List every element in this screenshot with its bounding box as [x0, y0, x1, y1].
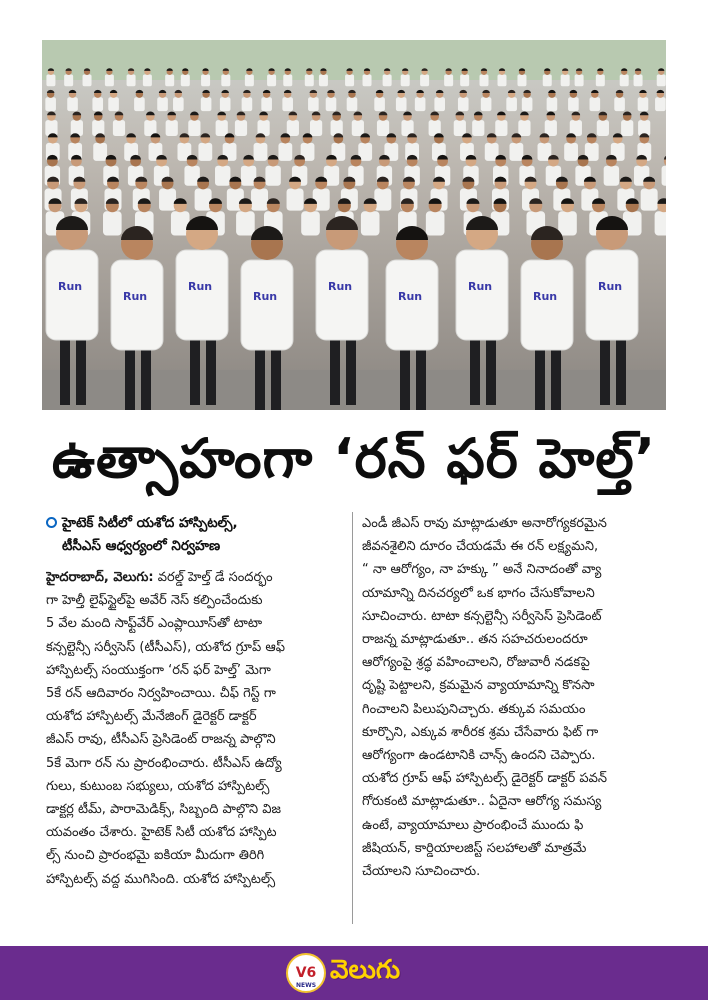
runner-shirt — [377, 120, 389, 136]
runner-hair — [284, 90, 291, 93]
article-line: కన్సల్టెన్సీ సర్వీసెస్ (టీసీఎస్), యశోద గ్రూప్ ఆఫ్ — [46, 639, 285, 655]
runner-hair — [639, 90, 646, 93]
runner-shirt — [558, 211, 577, 235]
article-line: హాస్పిటల్స్ సంయుక్తంగా ‘రన్ ఫర్ హెల్త్’ మెగా — [46, 662, 271, 678]
runner-shirt — [420, 75, 429, 87]
news-photo — [42, 40, 666, 410]
runner-shirt — [254, 143, 268, 161]
runner-shirt — [92, 97, 103, 111]
runner-shirt — [251, 189, 268, 211]
article-line: యశోద గ్రూప్ ఆఫ్ హాస్పిటల్స్ డైరెక్టర్ డాక్టర్ పవన్ — [362, 771, 607, 787]
runner-shirt — [518, 120, 530, 136]
runner-shirt — [426, 211, 445, 235]
article-line: డాక్టర్ల టీమ్, పారామెడిక్స్, సిబ్బంది పాల్గొని విజ — [46, 802, 282, 818]
runner-shirt — [113, 120, 125, 136]
runner-hair — [94, 90, 101, 93]
runner-shirt — [547, 97, 558, 111]
runner-hair — [312, 112, 321, 116]
runner-hair — [243, 90, 250, 93]
runner-shirt — [655, 97, 666, 111]
shirt-logo: Run — [253, 290, 278, 303]
runner-shirt — [245, 75, 254, 87]
runner-hair — [348, 90, 355, 93]
runner-shirt — [235, 120, 247, 136]
runner-shirt — [166, 120, 178, 136]
runner-shirt — [310, 120, 322, 136]
runner-leg — [535, 345, 545, 410]
runner-shirt — [176, 250, 228, 340]
runner-hair — [69, 90, 76, 93]
article-line: “ నా ఆరోగ్యం, నా హక్కు ” అనే నినాదంతో వ్యా — [362, 562, 602, 578]
runner-shirt — [456, 250, 508, 340]
background-trees — [42, 40, 666, 80]
article-line: జీషియన్, కార్డియాలజిస్ట్ సలహాలతో మాత్రమే — [362, 840, 587, 856]
runner-leg — [76, 335, 86, 405]
article-line: ఎండీ జీఎస్ రావు మాట్లాడుతూ అనారోగ్యకరమైన — [362, 516, 607, 531]
runner-shirt — [241, 260, 293, 350]
runner-shirt — [198, 143, 212, 161]
runner-shirt — [497, 75, 506, 87]
runner-shirt — [215, 166, 230, 186]
runner-shirt — [604, 166, 619, 186]
runner-leg — [486, 335, 496, 405]
article-line: 5కే రన్ ఆదివారం నిర్వహించాయి. చీఫ్ గెస్ట్ గా — [46, 686, 276, 702]
runner-hair — [403, 112, 412, 116]
runner-shirt — [221, 75, 230, 87]
runner-hair — [167, 112, 176, 116]
runner-hair — [456, 112, 465, 116]
runner-shirt — [143, 75, 152, 87]
runner-hair — [376, 90, 383, 93]
runner-hair — [613, 133, 623, 137]
runner-shirt — [472, 120, 484, 136]
runner-shirt — [64, 75, 73, 87]
runner-hair — [591, 90, 598, 93]
article-line: జీవనశైలిని దూరం చేయడమే ఈ రన్ లక్ష్యమని, — [362, 539, 599, 555]
article-line: 5కే మెగా రన్ ను ప్రారంభించారు. టీసీఎస్ ఉద్యో — [46, 755, 282, 771]
runner-hair — [623, 112, 632, 116]
shirt-logo: Run — [328, 280, 353, 293]
runner-hair — [267, 198, 280, 204]
article-line: యామాన్ని దినచర్యలో ఒక భాగం చేసుకోవాలని — [362, 585, 595, 601]
runner-shirt — [305, 75, 314, 87]
runner-shirt — [188, 120, 200, 136]
runner-shirt — [308, 97, 319, 111]
runner-shirt — [561, 75, 570, 87]
shirt-logo: Run — [58, 280, 83, 293]
runner-hair — [310, 90, 317, 93]
runner-hair — [570, 90, 577, 93]
runner-shirt — [383, 75, 392, 87]
runner-hair — [217, 112, 226, 116]
logo-small-text: NEWS — [295, 982, 317, 989]
runner-shirt — [111, 260, 163, 350]
runner-leg — [206, 335, 216, 405]
runner-shirt — [634, 75, 643, 87]
runner-leg — [551, 345, 561, 410]
runner-hair — [620, 177, 632, 182]
dateline: హైదరాబాద్, వెలుగు: — [46, 570, 154, 585]
subheadline-line: టీసీఎస్ ఆధ్వర్యంలో నిర్వహణ — [62, 538, 221, 554]
article-line: ల్స్ నుంచి ప్రారంభమై ఐకియా మీదుగా తిరిగి — [46, 848, 265, 864]
runner-shirt — [374, 189, 391, 211]
runner-shirt — [105, 75, 114, 87]
runner-hair — [136, 90, 143, 93]
runner-hair — [587, 133, 597, 137]
runner-shirt — [326, 97, 337, 111]
runner-shirt — [236, 211, 255, 235]
runner-leg — [416, 345, 426, 410]
runner-shirt — [522, 97, 533, 111]
runner-shirt — [568, 97, 579, 111]
runner-shirt — [590, 97, 601, 111]
runner-shirt — [386, 260, 438, 350]
velugu-logo[interactable] — [286, 951, 400, 995]
runner-shirt — [345, 75, 354, 87]
runner-leg — [271, 345, 281, 410]
runner-shirt — [108, 97, 119, 111]
runner-shirt — [287, 189, 304, 211]
runner-shirt — [201, 75, 210, 87]
runner-shirt — [458, 97, 469, 111]
runner-hair — [289, 112, 298, 116]
runner-shirt — [134, 97, 145, 111]
runner-shirt — [620, 75, 629, 87]
runner-leg — [125, 345, 135, 410]
runner-hair — [664, 155, 666, 160]
article-line: ఆరోగ్యంగా ఉండటానికి చాన్స్ ఉందని చెప్పారు. — [362, 748, 596, 764]
runner-shirt — [46, 75, 55, 87]
runner-shirt — [287, 120, 299, 136]
runner-shirt — [506, 97, 517, 111]
article-line-text: వరల్డ్ హెల్త్ డే సందర్భం — [157, 570, 273, 585]
runner-shirt — [347, 97, 358, 111]
runner-leg — [400, 345, 410, 410]
article-line — [46, 566, 344, 589]
runner-shirt — [662, 166, 666, 186]
runner-hair — [159, 90, 166, 93]
runner-shirt — [283, 75, 292, 87]
shirt-logo: Run — [468, 280, 493, 293]
runner-shirt — [586, 250, 638, 340]
runner-shirt — [545, 120, 557, 136]
article-line: గులు, కుటుంబ సభ్యులు, యశోద హాస్పిటల్స్ — [46, 778, 270, 794]
runner-shirt — [641, 189, 658, 211]
runner-hair — [616, 90, 623, 93]
runner-hair — [175, 90, 182, 93]
runner-leg — [600, 335, 610, 405]
runner-shirt — [45, 97, 56, 111]
runner-shirt — [216, 120, 228, 136]
article-line: జీఎస్ రావు, టీసీఎస్ ప్రెసిడెంట్ రాజన్న పాల్గొని — [46, 732, 276, 748]
article-line: గోరుకంటి మాట్లాడుతూ.. ఏదైనా ఆరోగ్య సమస్య — [362, 794, 602, 810]
runner-shirt — [352, 120, 364, 136]
runner-hair — [126, 133, 136, 137]
runner-shirt — [157, 97, 168, 111]
runner-hair — [259, 112, 268, 116]
runner-hair — [487, 133, 497, 137]
runner-hair — [430, 112, 439, 116]
runner-hair — [202, 90, 209, 93]
runner-hair — [94, 112, 103, 116]
runner-shirt — [495, 120, 507, 136]
runner-shirt — [517, 75, 526, 87]
runner-shirt — [575, 75, 584, 87]
runner-hair — [106, 155, 117, 160]
runner-hair — [263, 90, 270, 93]
runner-hair — [200, 133, 210, 137]
runner-shirt — [103, 211, 122, 235]
runner-shirt — [374, 97, 385, 111]
article-line: సూచించారు. టాటా కన్సల్టెన్సీ సర్వీసెస్ ప్రెసిడెంట్ — [362, 608, 602, 624]
runner-hair — [548, 90, 555, 93]
runner-hair — [657, 90, 664, 93]
article-line: 5 వేల మంది సాఫ్ట్‌వేర్ ఎంప్లాయీస్‌తో టాటా — [46, 616, 263, 632]
runner-hair — [110, 90, 117, 93]
runner-hair — [640, 112, 649, 116]
runner-leg — [141, 345, 151, 410]
article-line: ఉంటే, వ్యాయామాలు ప్రారంభించే ముందు ఫి — [362, 817, 584, 833]
runner-shirt — [460, 75, 469, 87]
runner-hair — [474, 112, 483, 116]
runner-shirt — [597, 120, 609, 136]
runner-shirt — [521, 260, 573, 350]
runner-shirt — [195, 189, 212, 211]
runner-hair — [416, 90, 423, 93]
runner-shirt — [481, 97, 492, 111]
article-line: గించాలని పిలుపునిచ్చారు. తక్కువ సమయం — [362, 701, 586, 717]
runner-hair — [547, 112, 556, 116]
runner-shirt — [319, 75, 328, 87]
article-column-right — [362, 512, 664, 883]
runner-shirt — [657, 75, 666, 87]
runner-shirt — [93, 143, 107, 161]
runner-hair — [327, 90, 334, 93]
runner-shirt — [278, 143, 292, 161]
runner-hair — [657, 198, 666, 204]
runner-hair — [221, 90, 228, 93]
runner-shirt — [444, 75, 453, 87]
runner-shirt — [543, 75, 552, 87]
runner-shirt — [614, 97, 625, 111]
runner-shirt — [480, 75, 489, 87]
runner-hair — [599, 112, 608, 116]
runner-shirt — [165, 75, 174, 87]
runner-hair — [497, 112, 506, 116]
logo-mark: V6 — [295, 965, 317, 981]
runner-leg — [255, 345, 265, 410]
runner-shirt — [434, 97, 445, 111]
article-column-left — [46, 566, 344, 891]
runner-hair — [180, 133, 190, 137]
runner-hair — [460, 90, 467, 93]
runner-shirt — [415, 97, 426, 111]
runner-hair — [520, 112, 529, 116]
runner-leg — [60, 335, 70, 405]
shirt-logo: Run — [533, 290, 558, 303]
runner-shirt — [282, 97, 293, 111]
runner-shirt — [564, 143, 578, 161]
runner-shirt — [201, 97, 212, 111]
runner-hair — [332, 112, 341, 116]
logo-name: వెలుగు — [330, 955, 401, 985]
bullet-icon — [46, 517, 57, 528]
column-divider — [352, 512, 353, 924]
runner-hair — [482, 90, 489, 93]
runner-shirt — [265, 166, 280, 186]
runner-hair — [146, 112, 155, 116]
runner-leg — [330, 335, 340, 405]
shirt-logo: Run — [123, 290, 148, 303]
runner-hair — [47, 112, 56, 116]
runner-leg — [190, 335, 200, 405]
runner-shirt — [509, 143, 523, 161]
runner-shirt — [301, 211, 320, 235]
runner-hair — [115, 112, 124, 116]
runner-leg — [616, 335, 626, 405]
runner-shirt — [267, 75, 276, 87]
runner-shirt — [173, 97, 184, 111]
runner-shirt — [316, 250, 368, 340]
runner-hair — [237, 112, 246, 116]
runner-shirt — [596, 75, 605, 87]
runner-shirt — [401, 75, 410, 87]
runner-hair — [268, 155, 279, 160]
subheadline — [46, 512, 346, 558]
shirt-logo: Run — [188, 280, 213, 293]
runner-hair — [229, 177, 241, 182]
article-line: దృష్టి పెట్టాలని, క్రమమైన వ్యాయామాన్ని కొనసా — [362, 678, 595, 694]
runner-shirt — [621, 120, 633, 136]
article-line: హాస్పిటల్స్ వద్ద ముగిసింది. యశోద హాస్పిటల్స్ — [46, 871, 276, 887]
headline: ఉత్సాహంగా ‘రన్ ఫర్ హెల్త్’ — [51, 427, 657, 490]
runner-shirt — [396, 97, 407, 111]
shirt-logo: Run — [598, 280, 623, 293]
runner-hair — [508, 90, 515, 93]
runner-shirt — [363, 75, 372, 87]
runner-shirt — [83, 75, 92, 87]
runner-shirt — [361, 211, 380, 235]
runner-hair — [572, 112, 581, 116]
runner-hair — [398, 90, 405, 93]
article-line: గా హెల్తీ లైఫ్‌స్టైల్‌పై అవేర్ నెస్ కల్పించేందుకు — [46, 593, 263, 609]
article-line: చేయాలని సూచించారు. — [362, 864, 481, 880]
crowd-illustration — [42, 40, 666, 410]
runner-shirt — [159, 189, 176, 211]
runner-hair — [243, 155, 254, 160]
v6-logo-icon — [286, 953, 326, 993]
runner-hair — [436, 90, 443, 93]
runner-hair — [379, 112, 388, 116]
runner-shirt — [67, 97, 78, 111]
article-line: యశోద హాస్పిటల్స్ మేనేజింగ్ డైరెక్టర్ డాక్టర్ — [46, 709, 257, 725]
runner-leg — [346, 335, 356, 405]
article-line: ఆరోగ్యంపై శ్రద్ధ వహించాలని, రోజువారీ నడకపై — [362, 655, 590, 671]
runner-hair — [354, 112, 363, 116]
runner-shirt — [220, 97, 231, 111]
runner-shirt — [638, 97, 649, 111]
runner-shirt — [655, 211, 666, 235]
runner-shirt — [181, 75, 190, 87]
shirt-logo: Run — [398, 290, 423, 303]
runner-shirt — [261, 97, 272, 111]
runner-shirt — [46, 250, 98, 340]
subheadline-line: హైటెక్ సిటీలో యశోద హాస్పిటల్స్, — [62, 515, 238, 531]
runner-shirt — [242, 97, 253, 111]
article-line: కూర్చొని, ఎక్కువ శారీరక శ్రమ చేసేవారు ఫిట్ గా — [362, 724, 599, 740]
runner-shirt — [454, 120, 466, 136]
article-line: యవంతం చేశారు. హైటెక్ సిటీ యశోద హాస్పిట — [46, 825, 277, 841]
runner-shirt — [127, 75, 136, 87]
runner-hair — [73, 112, 82, 116]
runner-hair — [523, 90, 530, 93]
runner-hair — [47, 90, 54, 93]
runner-leg — [470, 335, 480, 405]
runner-hair — [190, 112, 199, 116]
article-line: రాజన్న మాట్లాడుతూ.. తన సహచరులందరూ — [362, 632, 588, 648]
